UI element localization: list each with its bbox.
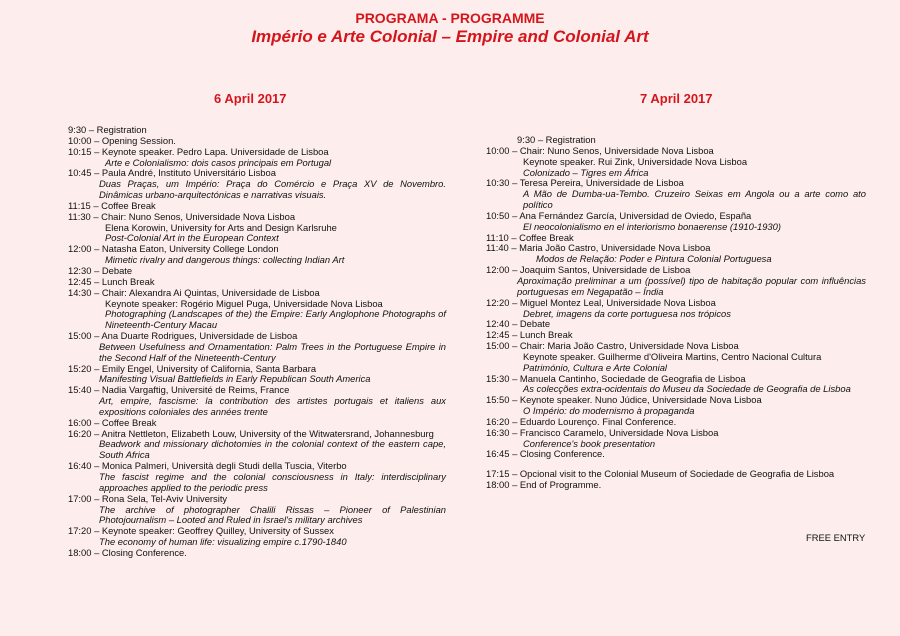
schedule-line: Keynote speaker. Rui Zink, Universidade Nova Lisboa (523, 155, 748, 167)
schedule-line: 10:50 – Ana Fernández García, Universidad de Oviedo, España (486, 209, 752, 221)
schedule-line: 16:00 – Coffee Break (68, 416, 157, 428)
schedule-line: 12:45 – Lunch Break (68, 275, 155, 287)
schedule-line: 11:30 – Chair: Nuno Senos, Universidade Nova Lisboa (68, 210, 296, 222)
schedule-line: The fascist regime and the colonial consciousness in Italy: interdisciplinary approaches applied to the periodic press (99, 471, 446, 493)
schedule-line: El neocolonialismo en el interiorismo bonaerense (1910-1930) (523, 220, 781, 232)
schedule-line: Debret, imagens da corte portuguesa nos trópicos (523, 307, 731, 319)
schedule-line: 10:30 – Teresa Pereira, Universidade de Lisboa (486, 177, 684, 189)
schedule-line: Art, empire, fascisme: la contribution des artistes portugais et italiens aux expositions coloniales des années trente (99, 395, 446, 417)
schedule-line: Manifesting Visual Battlefields in Early Republican South America (99, 373, 371, 385)
schedule-line: 14:30 – Chair: Alexandra Ai Quintas, Universidade de Lisboa (68, 286, 320, 298)
programme-subtitle: Império e Arte Colonial – Empire and Colonial Art (251, 27, 649, 46)
schedule-line: 12:00 – Natasha Eaton, University College London (68, 243, 279, 255)
schedule-line: 11:40 – Maria João Castro, Universidade Nova Lisboa (486, 242, 711, 254)
schedule-line: 16:45 – Closing Conference. (486, 448, 605, 460)
schedule-line: 17:00 – Rona Sela, Tel-Aviv University (68, 492, 228, 504)
schedule-line: A Mão de Dumba-ua-Tembo. Cruzeiro Seixas em Angola ou a arte como ato político (523, 188, 866, 211)
schedule-line: Elena Korowin, University for Arts and Design Karlsruhe (105, 221, 337, 233)
schedule-line: 15:30 – Manuela Cantinho, Sociedade de Geografia de Lisboa (486, 372, 746, 384)
schedule-line: The economy of human life: visualizing empire c.1790-1840 (99, 536, 347, 548)
schedule-line: 16:20 – Eduardo Lourenço. Final Conference. (486, 415, 677, 427)
free-entry-note: FREE ENTRY (806, 532, 866, 543)
schedule-line: Património, Cultura e Arte Colonial (523, 361, 667, 373)
schedule-line: Conference's book presentation (523, 437, 656, 449)
schedule-line: 12:00 – Joaquim Santos, Universidade de Lisboa (486, 264, 691, 276)
schedule-line: 18:00 – End of Programme. (486, 479, 602, 491)
schedule-line: Modos de Relação: Poder e Pintura Colonial Portuguesa (536, 253, 772, 265)
schedule-line: 16:20 – Anitra Nettleton, Elizabeth Louw, University of the Witwatersrand, Johannesburg (68, 427, 434, 439)
day2-schedule (486, 135, 866, 491)
schedule-line: Between Usefulness and Ornamentation: Palm Trees in the Portuguese Empire in the Second Half of the Nineteenth-Century (99, 340, 446, 363)
schedule-line: 15:20 – Emily Engel, University of California, Santa Barbara (68, 362, 317, 374)
schedule-line: Duas Praças, um Império: Praça do Comércio e Praça XV de Novembro. Dinâmicas urbano-arquitectónicas e narrativas visuais. (99, 178, 446, 201)
schedule-line: As colecções extra-ocidentais do Museu da Sociedade de Geografia de Lisboa (523, 383, 851, 395)
schedule-line: 16:40 – Monica Palmeri, Università degli Studi della Tuscia, Viterbo (68, 460, 347, 472)
schedule-line: 12:20 – Miguel Montez Leal, Universidade Nova Lisboa (486, 296, 716, 308)
schedule-line: 17:20 – Keynote speaker: Geoffrey Quilley, University of Sussex (68, 525, 334, 537)
schedule-line: 9:30 – Registration (68, 124, 147, 135)
schedule-line: 15:40 – Nadia Vargaftig, Université de Reims, France (68, 384, 290, 396)
day2-heading: 7 April 2017 (640, 91, 713, 106)
schedule-line: 10:00 – Opening Session. (68, 134, 176, 146)
schedule-line: 9:30 – Registration (517, 134, 596, 145)
schedule-line: Beadwork and missionary dichotomies in the colonial context of the eastern cape, South Africa (99, 438, 446, 461)
schedule-line: 10:00 – Chair: Nuno Senos, Universidade Nova Lisboa (486, 144, 714, 156)
schedule-line: Photographing (Landscapes of the) the Empire: Early Anglophone Photographs of Nineteenth-Century Macau (105, 308, 446, 331)
day1-heading: 6 April 2017 (214, 91, 287, 106)
schedule-line: 15:50 – Keynote speaker. Nuno Júdice, Universidade Nova Lisboa (486, 394, 762, 406)
schedule-line: Colonizado – Tigres em África (523, 166, 649, 178)
schedule-line: 12:40 – Debate (486, 318, 551, 330)
schedule-line: Keynote speaker: Rogério Miguel Puga, Universidade Nova Lisboa (105, 297, 383, 309)
schedule-line: 18:00 – Closing Conference. (68, 546, 187, 558)
schedule-line: 12:45 – Lunch Break (486, 329, 573, 341)
day1-schedule (68, 125, 446, 559)
schedule-line: 15:00 – Chair: Maria João Castro, Universidade Nova Lisboa (486, 340, 739, 352)
schedule-line: 10:45 – Paula André, Instituto Universitário Lisboa (68, 167, 276, 179)
schedule-line: The archive of photographer Chalili Rissas – Pioneer of Palestinian Photojournalism – Looted and Ruled in Israel's military archives (99, 503, 446, 526)
schedule-line: Post-Colonial Art in the European Context (105, 232, 279, 244)
schedule-line: 11:10 – Coffee Break (486, 231, 574, 243)
schedule-line: 11:15 – Coffee Break (68, 199, 156, 211)
schedule-line: Aproximação preliminar a um (possível) tipo de habitação popular com influências portuguesas em Negapatão – Índia (517, 274, 866, 297)
schedule-line: Arte e Colonialismo: dois casos principais em Portugal (105, 156, 332, 168)
schedule-line: 12:30 – Debate (68, 264, 133, 276)
schedule-line: Mimetic rivalry and dangerous things: collecting Indian Art (105, 254, 345, 266)
schedule-line: 10:15 – Keynote speaker. Pedro Lapa. Universidade de Lisboa (68, 145, 329, 157)
schedule-line: O Império: do modernismo à propaganda (523, 405, 695, 417)
schedule-line: Keynote speaker. Guilherme d'Oliveira Martins, Centro Nacional Cultura (523, 350, 822, 362)
schedule-line: 16:30 – Francisco Caramelo, Universidade Nova Lisboa (486, 426, 719, 438)
programme-title: PROGRAMA - PROGRAMME (355, 10, 545, 26)
schedule-line: 17:15 – Opcional visit to the Colonial Museum of Sociedade de Geografia de Lisboa (486, 468, 835, 480)
schedule-line: 15:00 – Ana Duarte Rodrigues, Universidade de Lisboa (68, 330, 298, 342)
